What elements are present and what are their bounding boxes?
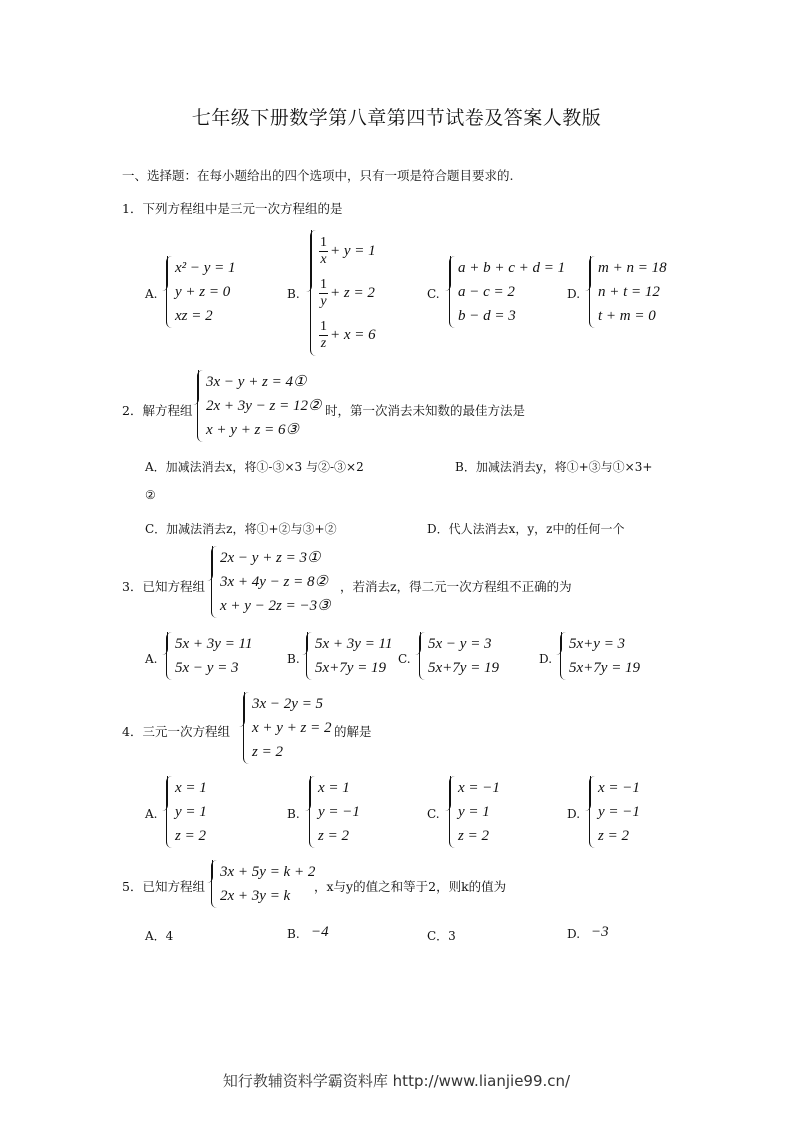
equation: 5x+y = 3	[569, 636, 626, 652]
equation: x = −1	[598, 780, 640, 796]
equation: 5x+7y = 19	[428, 660, 500, 676]
equation: 3x + 5y = k + 2	[220, 864, 316, 880]
q4-option-c-label: C.	[427, 807, 440, 821]
q3-option-b-system	[306, 632, 392, 680]
q4-stem-pre: 4．三元一次方程组	[122, 724, 230, 739]
equation: y = −1	[318, 804, 360, 820]
equation: 5x+7y = 19	[315, 660, 387, 676]
q3-option-d-label: D.	[539, 652, 553, 666]
equation: t + m = 0	[598, 308, 656, 324]
q5-option-c: C．3	[427, 929, 456, 943]
equation-rest: + x = 6	[330, 327, 376, 343]
equation: z = 2	[458, 828, 489, 844]
equation: y = 1	[458, 804, 490, 820]
equation: x = 1	[175, 780, 207, 796]
q2-stem-pre: 2．解方程组	[122, 403, 193, 418]
q5-system	[211, 860, 315, 908]
equation: 5x+7y = 19	[569, 660, 641, 676]
q2-option-b-cont: ②	[145, 488, 156, 502]
fraction-denominator: y	[320, 294, 327, 310]
q4-option-d-system	[589, 776, 640, 848]
q4-option-a-label: A.	[145, 807, 158, 821]
equation: 5x − y = 3	[428, 636, 492, 652]
equation: m + n = 18	[598, 260, 667, 276]
q1-option-b-label: B.	[287, 287, 300, 301]
q3-system	[211, 546, 331, 618]
equation: 3x + 4y − z = 8②	[220, 574, 328, 590]
equation: 3x − 2y = 5	[252, 696, 324, 712]
equation: x² − y = 1	[175, 260, 236, 276]
page-title: 七年级下册数学第八章第四节试卷及答案人教版	[191, 107, 602, 129]
q4-option-c-system	[449, 776, 500, 848]
q3-option-a-label: A.	[145, 652, 158, 666]
q3-option-c-label: C.	[398, 652, 411, 666]
equation: x + y + z = 6③	[206, 422, 299, 438]
fraction-denominator: z	[320, 336, 327, 352]
q2-option-b: B．加减法消去y，将①+③与①×3+	[455, 460, 653, 474]
equation-rest: + z = 2	[330, 285, 375, 301]
q4-option-a-system	[166, 776, 207, 848]
equation: x = 1	[318, 780, 350, 796]
equation: 3x − y + z = 4①	[206, 374, 307, 390]
equation: n + t = 12	[598, 284, 660, 300]
q5-stem-post: ，x与y的值之和等于2，则k的值为	[314, 879, 507, 894]
equation: x + y + z = 2	[252, 720, 332, 736]
q1-option-a-system	[166, 256, 236, 328]
q5-option-b-value: −4	[311, 924, 329, 940]
q5-option-b-label: B.	[287, 927, 300, 941]
q2-option-a: A．加减法消去x，将①-③×3 与②-③×2	[145, 460, 364, 474]
q5-option-a: A．4	[145, 929, 174, 943]
equation: z = 2	[252, 744, 283, 760]
equation-rest: + y = 1	[330, 243, 376, 259]
equation: z = 2	[598, 828, 629, 844]
equation: 2x + 3y = k	[220, 888, 291, 904]
fraction-numerator: 1	[320, 277, 327, 293]
equation: y = −1	[598, 804, 640, 820]
q3-stem-post: ，若消去z，得二元一次方程组不正确的为	[340, 579, 572, 594]
q4-system	[243, 692, 332, 764]
q2-option-d: D．代人法消去x，y，z中的任何一个	[427, 522, 625, 536]
q1-stem: 1．下列方程组中是三元一次方程组的是	[122, 201, 343, 216]
q3-option-d-system	[560, 632, 640, 680]
section-heading: 一、选择题：在每小题给出的四个选项中，只有一项是符合题目要求的.	[122, 168, 514, 183]
equation: y + z = 0	[175, 284, 231, 300]
equation	[319, 314, 376, 356]
q5-option-d-label: D.	[567, 927, 581, 941]
q1-option-c-system	[449, 256, 565, 328]
q3-option-b-label: B.	[287, 652, 300, 666]
footer-watermark: 知行教辅资料学霸资料库 http://www.lianjie99.cn/	[222, 1072, 571, 1090]
q1-option-c-label: C.	[427, 287, 440, 301]
equation: a + b + c + d = 1	[458, 260, 566, 276]
q2-stem-post: 时，第一次消去未知数的最佳方法是	[325, 403, 526, 418]
q2-option-c: C．加减法消去z，将①+②与③+②	[145, 522, 337, 536]
q4-option-b-system	[309, 776, 360, 848]
equation: z = 2	[318, 828, 349, 844]
equation: xz = 2	[175, 308, 213, 324]
equation: 5x − y = 3	[175, 660, 239, 676]
q4-option-b-label: B.	[287, 807, 300, 821]
equation	[319, 272, 376, 314]
equation	[319, 230, 376, 272]
fraction-denominator: x	[320, 252, 327, 268]
equation: z = 2	[175, 828, 206, 844]
q5-stem-pre: 5．已知方程组	[122, 879, 205, 894]
equation: 5x + 3y = 11	[175, 636, 253, 652]
equation: x + y − 2z = −3③	[220, 598, 331, 614]
q1-option-a-label: A.	[145, 287, 158, 301]
q1-option-d-label: D.	[567, 287, 581, 301]
q4-stem-post: 的解是	[334, 724, 372, 739]
q1-option-d-system	[589, 256, 667, 328]
q3-stem-pre: 3．已知方程组	[122, 579, 205, 594]
equation: 5x + 3y = 11	[315, 636, 393, 652]
fraction-numerator: 1	[320, 235, 327, 251]
q5-option-d-value: −3	[591, 924, 609, 940]
equation: x = −1	[458, 780, 500, 796]
equation: 2x − y + z = 3①	[220, 550, 321, 566]
q3-option-c-system	[419, 632, 499, 680]
equation: a − c = 2	[458, 284, 515, 300]
equation: b − d = 3	[458, 308, 516, 324]
q4-option-d-label: D.	[567, 807, 581, 821]
q1-option-b-system	[310, 230, 376, 356]
equation: 2x + 3y − z = 12②	[206, 398, 322, 414]
q3-option-a-system	[166, 632, 252, 680]
equation: y = 1	[175, 804, 207, 820]
q2-system	[197, 370, 321, 442]
fraction-numerator: 1	[320, 319, 327, 335]
